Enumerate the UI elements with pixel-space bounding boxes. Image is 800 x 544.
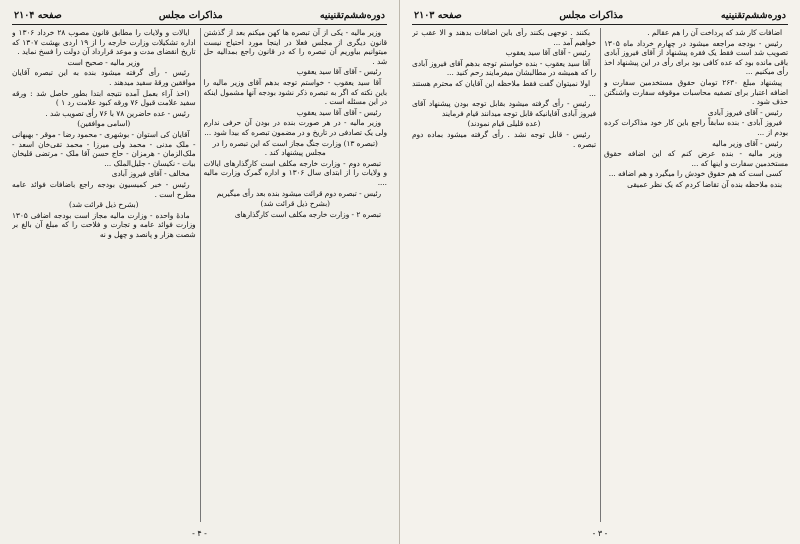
paragraph: وزیر مالیه - صحیح است bbox=[67, 57, 140, 67]
paragraph: رئیس - آقای آقا سید یعقوب bbox=[296, 107, 381, 117]
paragraph: رئیس - خبر کمیسیون بودجه راجع باضافات فوائد عامه مطرح است . bbox=[12, 179, 196, 199]
right-page-right-column bbox=[604, 28, 788, 522]
left-page-left-column bbox=[12, 28, 196, 522]
paragraph: پیشنهاد مبلغ ۲۶۳۰ تومان حقوق مستخدمین سفارت و اضافه اعتبار برای تصفیه محاسبات موقوفه سفارت واشنگتن حذف شود . bbox=[604, 77, 788, 107]
left-page-number: - ۴ - bbox=[192, 529, 207, 538]
paragraph: بنده ملاحظه بنده آن تقاضا کردم که یک نظر عمیقی bbox=[627, 179, 782, 189]
paragraph: رئیس - آقای آقا سید یعقوب bbox=[296, 67, 381, 77]
right-page-number: - ۳ - bbox=[592, 529, 608, 538]
paragraph: رئیس - آقای فیروز آبادی bbox=[707, 107, 782, 117]
paragraph: (بشرح ذیل قرائت شد) bbox=[260, 199, 330, 209]
left-page-right-column bbox=[204, 28, 388, 522]
left-column-divider bbox=[200, 28, 201, 522]
right-page bbox=[400, 0, 800, 544]
paragraph: رئیس - رأی گرفته میشود بقابل توجه بودن پیشنهاد آقای فیروز آبادی آقایانیکه قابل توجه میدانند قیام فرمایند bbox=[412, 99, 596, 118]
left-header-title: مذاکرات مجلس bbox=[158, 9, 223, 21]
right-page-label: صفحه ۲۱۰۳ bbox=[414, 9, 462, 21]
right-page-header bbox=[412, 8, 788, 25]
right-column-divider bbox=[600, 28, 601, 522]
paragraph: مخالف - آقای فیروز آبادی bbox=[111, 169, 190, 179]
paragraph: آقا سید یعقوب - بنده خواستم توجه بدهم آقای فیروز آبادی را که همیشه در مطالبشان میفرمایند رحم کنید ... bbox=[412, 58, 596, 78]
paragraph: (بشرح ذیل قرائت شد) bbox=[69, 200, 139, 210]
paragraph: (اخذ آراء بعمل آمده نتیجه ابتدا بطور حاصل شد : ورقه سفید علامت قبول ۷۶ ورقه کبود علامت رد ۱ ) bbox=[12, 88, 196, 108]
right-header-title: مذاکرات مجلس bbox=[559, 9, 624, 21]
paragraph: رئیس - قابل توجه نشد . رأی گرفته میشود بماده دوم تبصره . bbox=[412, 129, 596, 149]
paragraph: رئیس - تبصره دوم قرائت میشود بنده بعد رأی میگیریم bbox=[216, 188, 381, 198]
paragraph: رئیس - آقای آقا سید یعقوب bbox=[505, 48, 590, 58]
paragraph: رئیس - بودجه مراجعه میشود در چهارم خرداد ماه ۱۳۰۵ تصویب شد است فقط یک فقره پیشنهاد از آقای فیروز آبادی باقی مانده بود که عده کافی بود برای رأی در این پیشنهاد اخذ رأی میکنیم ... bbox=[604, 38, 788, 77]
paragraph: ایالات و ولایات را مطابق قانون مصوب ۲۸ خرداد ۱۳۰۶ و اداره تشکیلات وزارت خارجه را از ۱۹ اردی بهشت ۱۳۰۷ که تاریخ انقضای مدت و موعد قرارداد آن دولت را فسخ نماید . bbox=[12, 28, 196, 57]
paragraph: کسی است که هم حقوق خودش را میگیرد و هم اضافه ... bbox=[608, 169, 782, 179]
paragraph: وزیر مالیه - در هر صورت بنده در بودن آن حرفی ندارم ولی یک تصادفی در تاریخ و در مضمون تبصره که بیدا شود ... bbox=[203, 118, 387, 137]
paragraph: (تبصره ۱۳) وزارت جنگ مجاز است که این تبصره را در مجلس پیشنهاد کند . bbox=[212, 138, 378, 158]
paragraph: اضافات کار شد که پرداخت آن را هم عقالم . bbox=[647, 28, 782, 37]
left-session-label: دوره‌ششم‌تقنینیه bbox=[319, 9, 385, 21]
paragraph: (عده قلیلی قیام نمودند) bbox=[467, 119, 541, 129]
paragraph: آقا سید یعقوب - خواستم توجه بدهم آقای وزیر مالیه را باین نکته که اگر به تبصره ذکر نشود بودجه آنها مشمول اینکه در این مسئله است . bbox=[203, 77, 387, 107]
right-page-left-column bbox=[412, 28, 596, 522]
left-page-header bbox=[12, 8, 387, 25]
paragraph: تبصره دوم - وزارت خارجه مکلف است کارگذارهای ایالات و ولایات را از ابتدای سال ۱۳۰۶ و اداره گمرک وزارت مالیه .... bbox=[203, 158, 387, 187]
paragraph: تبصره ۲ - وزارت خارجه مکلف است کارگذارهای bbox=[234, 209, 381, 219]
paragraph: مادهٔ واحده - وزارت مالیه مجاز است بودجه اضافی ۱۳۰۵ وزارت فوائد عامه و تجارت و فلاحت را که مبلغ آن بالغ بر شصت هزار و پانصد و چهل و نه bbox=[12, 210, 196, 239]
paragraph: رئیس - رأی گرفته میشود بنده به این تبصره آقایان موافقین ورقهٔ سفید میدهند . bbox=[12, 68, 196, 87]
paragraph: رئیس - عده حاضرین ۷۸ با ۷۶ رأی تصویب شد . bbox=[45, 108, 190, 118]
paragraph: وزیر مالیه - بنده عرض کنم که این اضافه حقوق مستخدمین سفارت و اینها که ... bbox=[604, 149, 788, 168]
left-page-label: صفحه ۲۱۰۴ bbox=[14, 9, 62, 21]
paragraph: وزیر مالیه - یکی از آن تبصره ها کهن میکنم بعد از گذشتن قانون دیگری از مجلس فعلا در اینجا مورد احتیاج نیست میتوانیم بیاوریم آن تبصره را که در قانون راجع بمدالیه حل شد . bbox=[203, 28, 387, 66]
paragraph: فیروز آبادی - بنده سابقاً راجع باین کار خود مذاکرات کرده بودم از ... bbox=[604, 118, 788, 137]
paragraph: بکنند . توجهی بکنند رأی باین اضافات بدهند و الا عقب تر خواهیم آمد ... bbox=[412, 28, 596, 47]
right-session-label: دوره‌ششم‌تقنینیه bbox=[720, 9, 786, 21]
paragraph: رئیس - آقای وزیر مالیه bbox=[712, 138, 782, 148]
paragraph: آقایان کی استوان - بوشهری - محمود رضا - موقر - بهبهانی - ملک مدنی - محمد ولی میرزا - محمد تقی‌خان اسعد - ملک‌الزمان - هرمزان - حاج حسن آقا ملک - مرتضی قلیخان بیات - نکیسان - جلیل‌الملک ... bbox=[12, 129, 196, 168]
paragraph: (اسامی موافقین) bbox=[77, 119, 131, 129]
paragraph: اولا نمیتوان گفت فقط ملاحظه این آقایان که محترم هستند ... bbox=[412, 78, 596, 98]
